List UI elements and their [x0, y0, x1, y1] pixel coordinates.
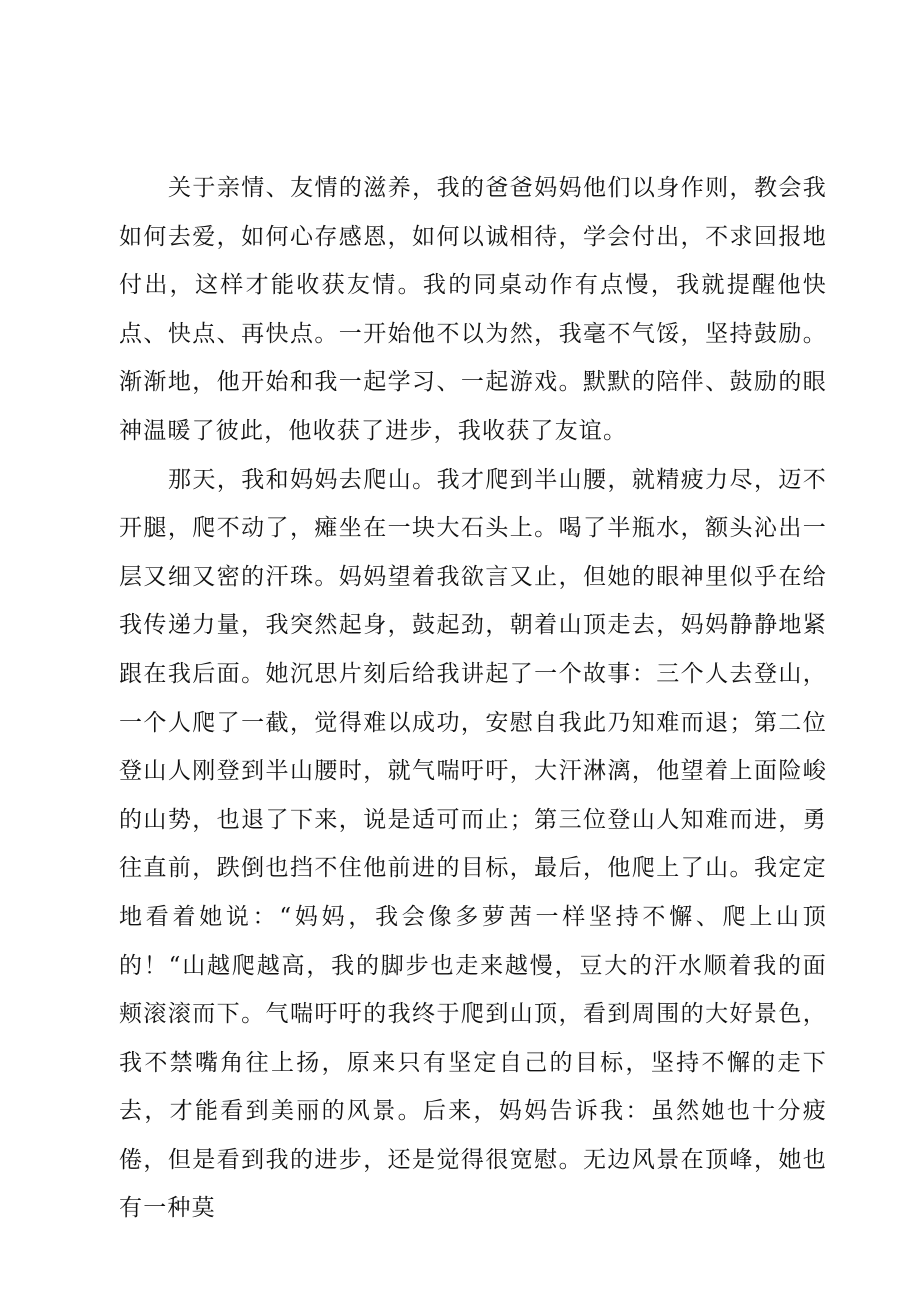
paragraph-mountain-climb: 那天，我和妈妈去爬山。我才爬到半山腰，就精疲力尽，迈不开腿，爬不动了，瘫坐在一块大石头上。喝了半瓶水，额头沁出一层又细又密的汗珠。妈妈望着我欲言又止，但她的眼神里似乎在给我传递力量，我突然起身，鼓起劲，朝着山顶走去，妈妈静静地紧跟在我后面。她沉思片刻后给我讲起了一个故事：三个人去登山，一个人爬了一截，觉得难以成功，安慰自我此乃知难而退；第二位登山人刚登到半山腰时，就气喘吁吁，大汗淋漓，他望着上面险峻的山势，也退了下来，说是适可而止；第三位登山人知难而进，勇往直前，跌倒也挡不住他前进的目标，最后，他爬上了山。我定定地看着她说：“妈妈，我会像多萝茜一样坚持不懈、爬上山顶的！“山越爬越高，我的脚步也走来越慢，豆大的汗水顺着我的面颊滚滚而下。气喘吁吁的我终于爬到山顶，看到周围的大好景色，我不禁嘴角往上扬，原来只有坚定自己的目标，坚持不懈的走下去，才能看到美丽的风景。后来，妈妈告诉我：虽然她也十分疲倦，但是看到我的进步，还是觉得很宽慰。无边风景在顶峰，她也有一种莫 — [119, 466, 827, 1222]
document-body — [119, 164, 827, 1233]
paragraph-friendship: 关于亲情、友情的滋养，我的爸爸妈妈他们以身作则，教会我如何去爱，如何心存感恩，如何以诚相待，学会付出，不求回报地付出，这样才能收获友情。我的同桌动作有点慢，我就提醒他快点、快点、再快点。一开始他不以为然，我毫不气馁，坚持鼓励。渐渐地，他开始和我一起学习、一起游戏。默默的陪伴、鼓励的眼神温暖了彼此，他收获了进步，我收获了友谊。 — [119, 175, 827, 444]
